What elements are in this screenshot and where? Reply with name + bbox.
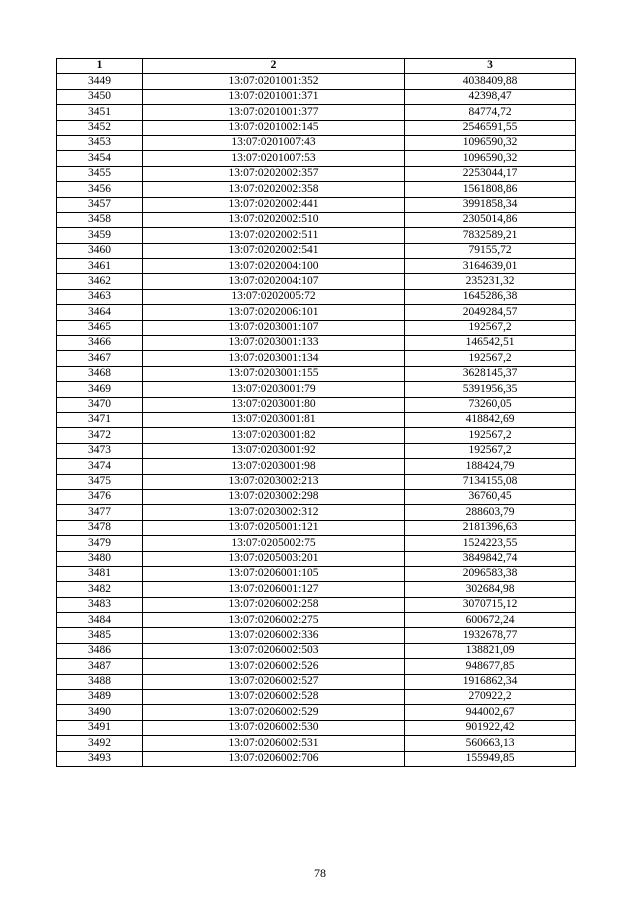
value-cell: 188424,79 — [405, 459, 576, 474]
row-number-cell: 3486 — [57, 643, 143, 658]
row-number-cell: 3474 — [57, 459, 143, 474]
cadastral-number-cell: 13:07:0206001:127 — [143, 582, 405, 597]
cadastral-number-cell: 13:07:0206002:528 — [143, 690, 405, 705]
cadastral-number-cell: 13:07:0202004:107 — [143, 274, 405, 289]
cadastral-number-cell: 13:07:0203001:79 — [143, 382, 405, 397]
table-row — [57, 566, 576, 581]
table-row — [57, 259, 576, 274]
table-row — [57, 674, 576, 689]
cadastral-number-cell: 13:07:0203001:155 — [143, 366, 405, 381]
cadastral-number-cell: 13:07:0202002:441 — [143, 197, 405, 212]
row-number-cell: 3453 — [57, 135, 143, 150]
table-row — [57, 705, 576, 720]
value-cell: 1561808,86 — [405, 182, 576, 197]
cadastral-number-cell: 13:07:0202002:357 — [143, 166, 405, 181]
row-number-cell: 3491 — [57, 720, 143, 735]
cadastral-number-cell: 13:07:0206002:275 — [143, 613, 405, 628]
table-row — [57, 382, 576, 397]
row-number-cell: 3456 — [57, 182, 143, 197]
table-row — [57, 274, 576, 289]
value-cell: 2096583,38 — [405, 566, 576, 581]
cadastral-number-cell: 13:07:0203001:82 — [143, 428, 405, 443]
row-number-cell: 3487 — [57, 659, 143, 674]
value-cell: 155949,85 — [405, 751, 576, 766]
table-body — [57, 74, 576, 767]
row-number-cell: 3483 — [57, 597, 143, 612]
row-number-cell: 3451 — [57, 105, 143, 120]
row-number-cell: 3493 — [57, 751, 143, 766]
value-cell: 3849842,74 — [405, 551, 576, 566]
value-cell: 302684,98 — [405, 582, 576, 597]
row-number-cell: 3492 — [57, 736, 143, 751]
value-cell: 138821,09 — [405, 643, 576, 658]
value-cell: 600672,24 — [405, 613, 576, 628]
table-row — [57, 613, 576, 628]
table-row — [57, 305, 576, 320]
row-number-cell: 3460 — [57, 243, 143, 258]
cadastral-number-cell: 13:07:0206002:503 — [143, 643, 405, 658]
value-cell: 79155,72 — [405, 243, 576, 258]
row-number-cell: 3469 — [57, 382, 143, 397]
table-row — [57, 412, 576, 427]
value-cell: 3164639,01 — [405, 259, 576, 274]
cadastral-number-cell: 13:07:0205003:201 — [143, 551, 405, 566]
value-cell: 5391956,35 — [405, 382, 576, 397]
table-row — [57, 105, 576, 120]
value-cell: 36760,45 — [405, 489, 576, 504]
row-number-cell: 3471 — [57, 412, 143, 427]
table-row — [57, 443, 576, 458]
row-number-cell: 3489 — [57, 690, 143, 705]
value-cell: 4038409,88 — [405, 74, 576, 89]
value-cell: 2049284,57 — [405, 305, 576, 320]
table-row — [57, 351, 576, 366]
value-cell: 235231,32 — [405, 274, 576, 289]
cadastral-number-cell: 13:07:0202006:101 — [143, 305, 405, 320]
row-number-cell: 3478 — [57, 520, 143, 535]
cadastral-number-cell: 13:07:0202004:100 — [143, 259, 405, 274]
data-table-container — [56, 58, 575, 767]
table-row — [57, 428, 576, 443]
data-table — [56, 58, 576, 767]
table-row — [57, 289, 576, 304]
row-number-cell: 3488 — [57, 674, 143, 689]
table-row — [57, 474, 576, 489]
cadastral-number-cell: 13:07:0202005:72 — [143, 289, 405, 304]
table-row — [57, 536, 576, 551]
cadastral-number-cell: 13:07:0206002:526 — [143, 659, 405, 674]
value-cell: 1932678,77 — [405, 628, 576, 643]
value-cell: 7832589,21 — [405, 228, 576, 243]
table-row — [57, 320, 576, 335]
value-cell: 270922,2 — [405, 690, 576, 705]
value-cell: 192567,2 — [405, 320, 576, 335]
table-row — [57, 628, 576, 643]
table-row — [57, 228, 576, 243]
value-cell: 418842,69 — [405, 412, 576, 427]
cadastral-number-cell: 13:07:0206002:530 — [143, 720, 405, 735]
table-row — [57, 736, 576, 751]
cadastral-number-cell: 13:07:0206002:258 — [143, 597, 405, 612]
table-row — [57, 720, 576, 735]
header-row — [57, 59, 576, 74]
value-cell: 73260,05 — [405, 397, 576, 412]
row-number-cell: 3468 — [57, 366, 143, 381]
table-row — [57, 243, 576, 258]
value-cell: 2305014,86 — [405, 212, 576, 227]
cadastral-number-cell: 13:07:0205002:75 — [143, 536, 405, 551]
cadastral-number-cell: 13:07:0203002:312 — [143, 505, 405, 520]
value-cell: 1916862,34 — [405, 674, 576, 689]
header-col-3: 3 — [405, 59, 576, 74]
value-cell: 3070715,12 — [405, 597, 576, 612]
row-number-cell: 3465 — [57, 320, 143, 335]
value-cell: 901922,42 — [405, 720, 576, 735]
value-cell: 192567,2 — [405, 428, 576, 443]
table-row — [57, 212, 576, 227]
value-cell: 2253044,17 — [405, 166, 576, 181]
row-number-cell: 3467 — [57, 351, 143, 366]
row-number-cell: 3481 — [57, 566, 143, 581]
cadastral-number-cell: 13:07:0203001:133 — [143, 336, 405, 351]
row-number-cell: 3473 — [57, 443, 143, 458]
row-number-cell: 3490 — [57, 705, 143, 720]
row-number-cell: 3457 — [57, 197, 143, 212]
row-number-cell: 3480 — [57, 551, 143, 566]
cadastral-number-cell: 13:07:0203001:92 — [143, 443, 405, 458]
row-number-cell: 3482 — [57, 582, 143, 597]
cadastral-number-cell: 13:07:0201002:145 — [143, 120, 405, 135]
page-number: 78 — [314, 866, 326, 880]
table-row — [57, 182, 576, 197]
cadastral-number-cell: 13:07:0202002:358 — [143, 182, 405, 197]
table-row — [57, 751, 576, 766]
row-number-cell: 3470 — [57, 397, 143, 412]
table-row — [57, 197, 576, 212]
row-number-cell: 3485 — [57, 628, 143, 643]
cadastral-number-cell: 13:07:0206002:529 — [143, 705, 405, 720]
table-row — [57, 505, 576, 520]
header-col-1: 1 — [57, 59, 143, 74]
table-row — [57, 551, 576, 566]
row-number-cell: 3455 — [57, 166, 143, 181]
value-cell: 192567,2 — [405, 443, 576, 458]
table-row — [57, 582, 576, 597]
cadastral-number-cell: 13:07:0202002:541 — [143, 243, 405, 258]
row-number-cell: 3477 — [57, 505, 143, 520]
value-cell: 3991858,34 — [405, 197, 576, 212]
cadastral-number-cell: 13:07:0203002:213 — [143, 474, 405, 489]
table-row — [57, 520, 576, 535]
table-row — [57, 459, 576, 474]
cadastral-number-cell: 13:07:0203001:80 — [143, 397, 405, 412]
value-cell: 944002,67 — [405, 705, 576, 720]
value-cell: 84774,72 — [405, 105, 576, 120]
cadastral-number-cell: 13:07:0203001:134 — [143, 351, 405, 366]
cadastral-number-cell: 13:07:0205001:121 — [143, 520, 405, 535]
table-row — [57, 120, 576, 135]
value-cell: 1096590,32 — [405, 151, 576, 166]
table-row — [57, 597, 576, 612]
value-cell: 192567,2 — [405, 351, 576, 366]
value-cell: 1524223,55 — [405, 536, 576, 551]
table-row — [57, 397, 576, 412]
row-number-cell: 3462 — [57, 274, 143, 289]
table-row — [57, 366, 576, 381]
row-number-cell: 3461 — [57, 259, 143, 274]
row-number-cell: 3450 — [57, 89, 143, 104]
table-row — [57, 489, 576, 504]
cadastral-number-cell: 13:07:0201001:352 — [143, 74, 405, 89]
table-row — [57, 336, 576, 351]
cadastral-number-cell: 13:07:0202002:510 — [143, 212, 405, 227]
value-cell: 146542,51 — [405, 336, 576, 351]
row-number-cell: 3459 — [57, 228, 143, 243]
table-row — [57, 74, 576, 89]
cadastral-number-cell: 13:07:0203001:81 — [143, 412, 405, 427]
value-cell: 560663,13 — [405, 736, 576, 751]
table-row — [57, 151, 576, 166]
header-col-2: 2 — [143, 59, 405, 74]
cadastral-number-cell: 13:07:0201007:43 — [143, 135, 405, 150]
table-row — [57, 135, 576, 150]
value-cell: 1645286,38 — [405, 289, 576, 304]
value-cell: 2546591,55 — [405, 120, 576, 135]
row-number-cell: 3464 — [57, 305, 143, 320]
value-cell: 7134155,08 — [405, 474, 576, 489]
cadastral-number-cell: 13:07:0201007:53 — [143, 151, 405, 166]
cadastral-number-cell: 13:07:0206001:105 — [143, 566, 405, 581]
cadastral-number-cell: 13:07:0203001:107 — [143, 320, 405, 335]
value-cell: 3628145,37 — [405, 366, 576, 381]
value-cell: 1096590,32 — [405, 135, 576, 150]
row-number-cell: 3476 — [57, 489, 143, 504]
cadastral-number-cell: 13:07:0201001:377 — [143, 105, 405, 120]
value-cell: 2181396,63 — [405, 520, 576, 535]
table-row — [57, 643, 576, 658]
value-cell: 288603,79 — [405, 505, 576, 520]
table-header — [57, 59, 576, 74]
row-number-cell: 3466 — [57, 336, 143, 351]
row-number-cell: 3449 — [57, 74, 143, 89]
cadastral-number-cell: 13:07:0206002:336 — [143, 628, 405, 643]
row-number-cell: 3454 — [57, 151, 143, 166]
value-cell: 948677,85 — [405, 659, 576, 674]
row-number-cell: 3479 — [57, 536, 143, 551]
row-number-cell: 3463 — [57, 289, 143, 304]
cadastral-number-cell: 13:07:0206002:527 — [143, 674, 405, 689]
row-number-cell: 3452 — [57, 120, 143, 135]
cadastral-number-cell: 13:07:0203001:98 — [143, 459, 405, 474]
table-row — [57, 89, 576, 104]
table-row — [57, 166, 576, 181]
cadastral-number-cell: 13:07:0206002:531 — [143, 736, 405, 751]
table-row — [57, 659, 576, 674]
row-number-cell: 3475 — [57, 474, 143, 489]
row-number-cell: 3484 — [57, 613, 143, 628]
cadastral-number-cell: 13:07:0203002:298 — [143, 489, 405, 504]
value-cell: 42398,47 — [405, 89, 576, 104]
cadastral-number-cell: 13:07:0206002:706 — [143, 751, 405, 766]
cadastral-number-cell: 13:07:0202002:511 — [143, 228, 405, 243]
cadastral-number-cell: 13:07:0201001:371 — [143, 89, 405, 104]
row-number-cell: 3458 — [57, 212, 143, 227]
row-number-cell: 3472 — [57, 428, 143, 443]
table-row — [57, 690, 576, 705]
